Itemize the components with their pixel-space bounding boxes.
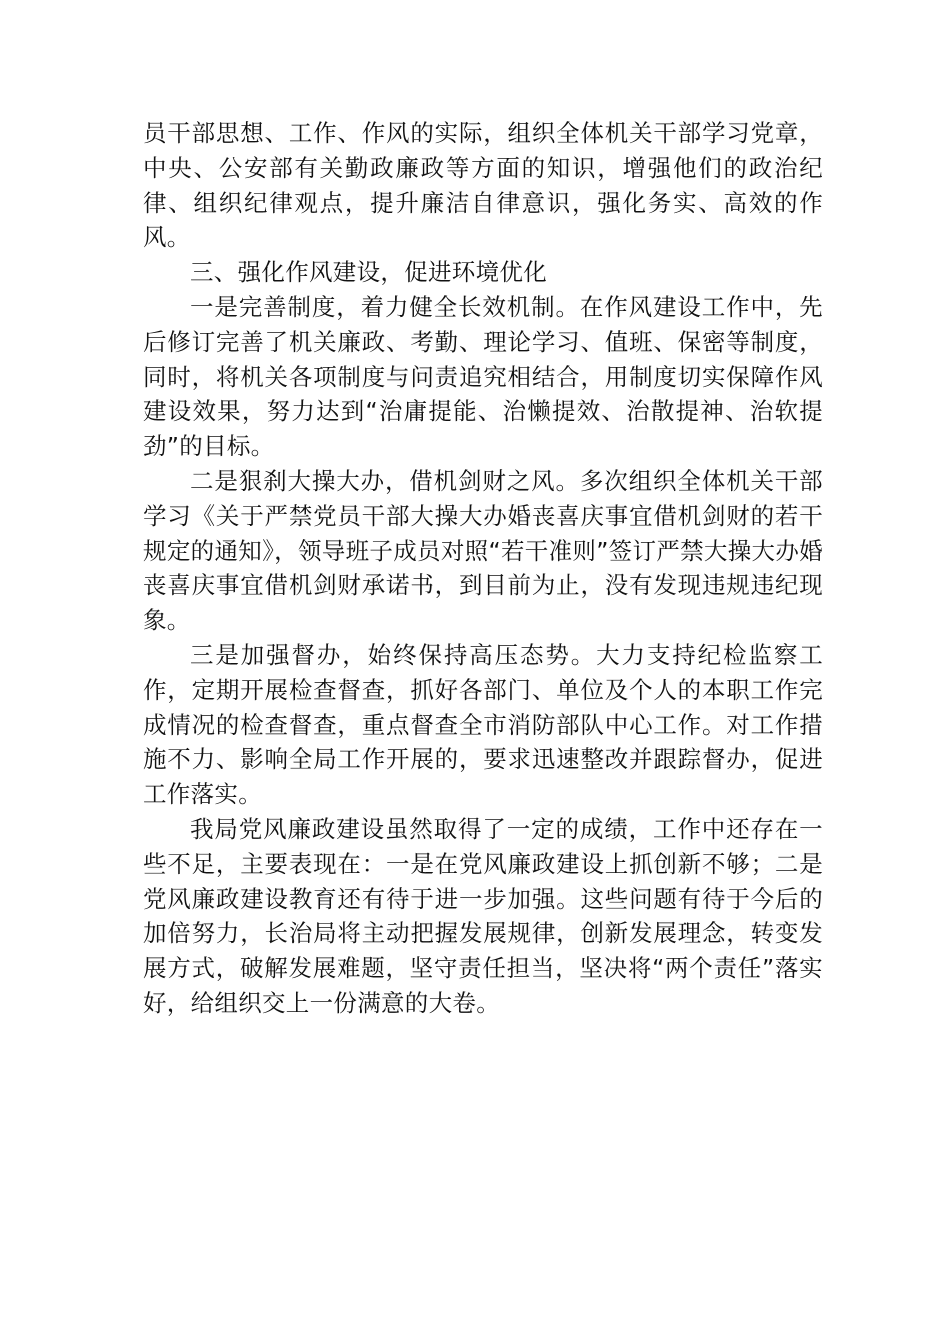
document-body — [143, 116, 823, 1021]
section-heading: 三、强化作风建设，促进环境优化 — [190, 258, 547, 287]
paragraph-continued: 员干部思想、工作、作风的实际，组织全体机关干部学习党章，中央、公安部有关勤政廉政等方面的知识，增强他们的政治纪律、组织纪律观点，提升廉洁自律意识，强化务实、高效的作风。 — [143, 119, 823, 252]
paragraph-curb-extravagance: 二是狠刹大操大办，借机剑财之风。多次组织全体机关干部学习《关于严禁党员干部大操大办婚丧喜庆事宜借机剑财的若干规定的通知》，领导班子成员对照“若干准则”签订严禁大操大办婚丧喜庆事宜借机剑财承诺书，到目前为止，没有发现违规违纪现象。 — [143, 466, 823, 635]
paragraph-strengthen-supervision: 三是加强督办，始终保持高压态势。大力支持纪检监察工作，定期开展检查督查，抓好各部门、单位及个人的本职工作完成情况的检查督查，重点督查全市消防部队中心工作。对工作措施不力、影响全局工作开展的，要求迅速整改并跟踪督办，促进工作落实。 — [143, 640, 823, 809]
paragraph-improve-systems: 一是完善制度，着力健全长效机制。在作风建设工作中，先后修订完善了机关廉政、考勤、理论学习、值班、保密等制度，同时，将机关各项制度与问责追究相结合，用制度切实保障作风建设效果，努力达到“治庸提能、治懒提效、治散提神、治软提劲”的目标。 — [143, 292, 823, 461]
paragraph-conclusion: 我局党风廉政建设虽然取得了一定的成绩，工作中还存在一些不足，主要表现在：一是在党风廉政建设上抓创新不够；二是党风廉政建设教育还有待于进一步加强。这些问题有待于今后的加倍努力，长治局将主动把握发展规律，创新发展理念，转变发展方式，破解发展难题，坚守责任担当，坚决将“两个责任”落实好，给组织交上一份满意的大卷。 — [143, 814, 823, 1017]
